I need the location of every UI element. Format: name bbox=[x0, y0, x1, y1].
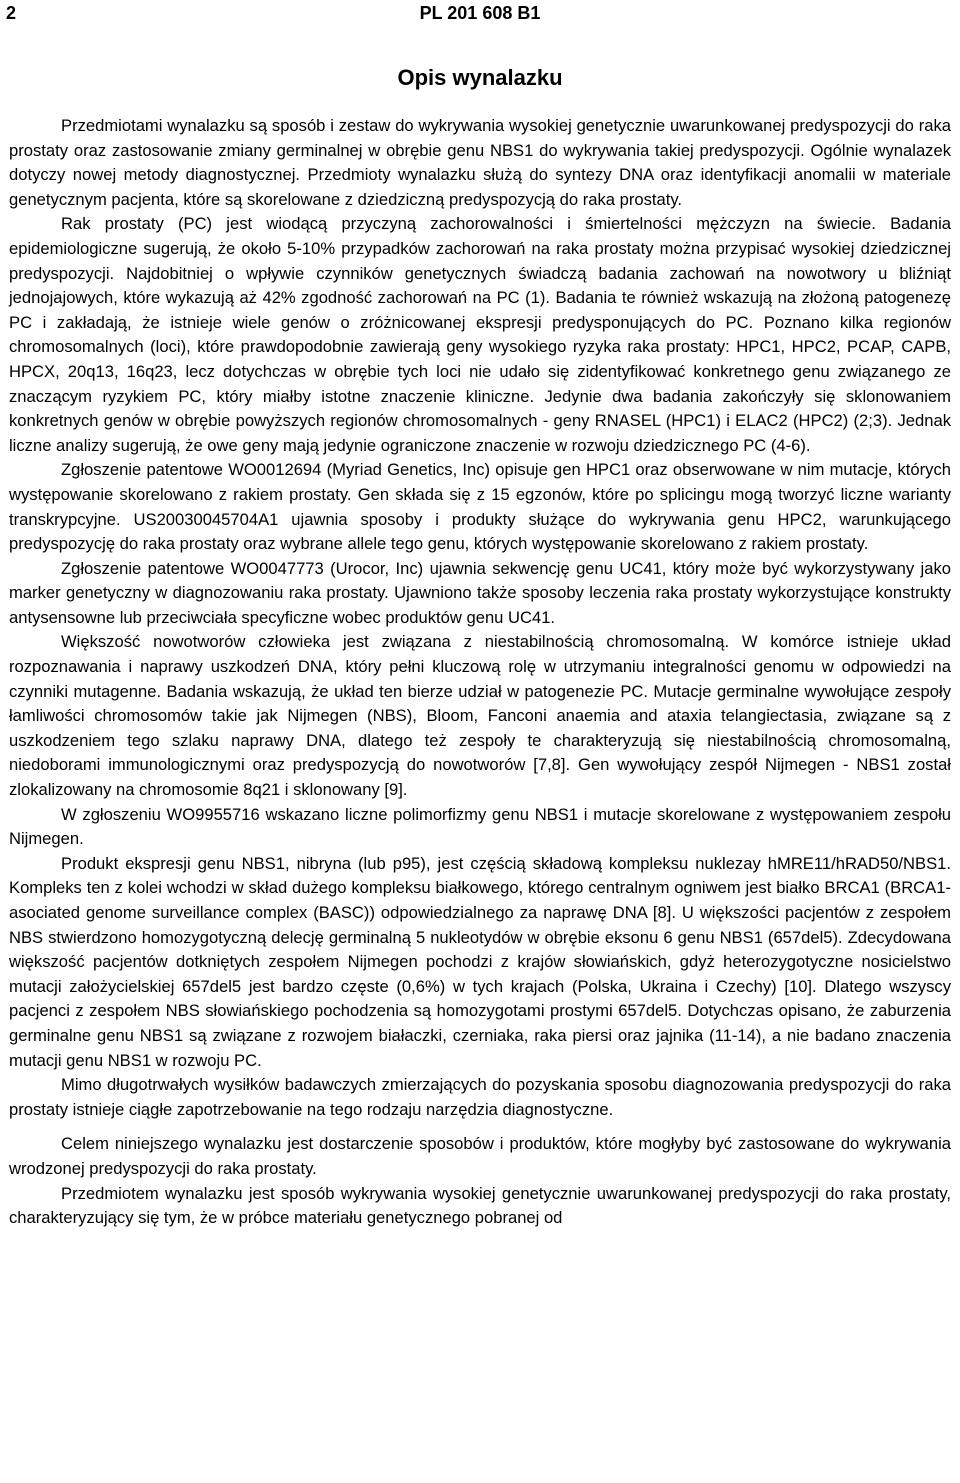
paragraph: Zgłoszenie patentowe WO0047773 (Urocor, Inc) ujawnia sekwencję genu UC41, który może być wykorzystywany jako marker genetyczny w diagnozowaniu raka prostaty. Ujawniono także sposoby leczenia raka prostaty wykorzystujące konstrukty antysensowne lub przeciwciała specyficzne wobec produktów genu UC41. bbox=[9, 558, 951, 627]
document-id: PL 201 608 B1 bbox=[419, 3, 541, 23]
paragraph: Zgłoszenie patentowe WO0012694 (Myriad Genetics, Inc) opisuje gen HPC1 oraz obserwowane w nim mutacje, których występowanie skorelowano z rakiem prostaty. Gen składa się z 15 egzonów, które po splicingu mogą tworzyć liczne warianty transkrypcyjne. US20030045704A1 ujawnia sposoby i produkty służące do wykrywania genu HPC2, warunkującego predyspozycję do raka prostaty oraz wybrane allele tego genu, których występowanie skorelowano z rakiem prostaty. bbox=[9, 460, 951, 554]
section-title: Opis wynalazku bbox=[397, 65, 563, 90]
paragraph: Większość nowotworów człowieka jest związana z niestabilnością chromosomalną. W komórce istnieje układ rozpoznawania i naprawy uszkodzeń DNA, który pełni kluczową rolę w utrzymaniu integralności genomu w odpowiedzi na czynniki mutagenne. Badania wskazują, że układ ten bierze udział w patogenezie PC. Mutacje germinalne wywołujące zespoły łamliwości chromosomów takie jak Nijmegen (NBS), Bloom, Fanconi anaemia and ataxia telangiectasia, związane są z uszkodzeniem tego szlaku naprawy DNA, dlatego też zespoły te charakteryzują się niestabilnością chromosomalną, niedoborami immunologicznymi oraz predyspozycją do nowotworów [7,8]. Gen wywołujący zespół Nijmegen - NBS1 został zlokalizowany na chromosomie 8q21 i sklonowany [9]. bbox=[9, 632, 951, 800]
paragraph: Rak prostaty (PC) jest wiodącą przyczyną zachorowalności i śmiertelności mężczyzn na świecie. Badania epidemiologiczne sugerują, że około 5-10% przypadków zachorowań na raka prostaty można przypisać wysokiej dziedzicznej predyspozycji. Najdobitniej o wpływie czynników genetycznych świadczą badania zachowań na nowotwory u bliźniąt jednojajowych, które wykazują aż 42% zgodność zachorowań na PC (1). Badania te również wskazują na złożoną patogenezę PC i zakładają, że istnieje wiele genów o zróżnicowanej ekspresji predysponujących do PC. Poznano kilka regionów chromosomalnych (loci), które prawdopodobnie zawierają geny wysokiego ryzyka raka prostaty: HPC1, HPC2, PCAP, CAPB, HPCX, 20q13, 16q23, lecz dotychczas w obrębie tych loci nie udało się zidentyfikować konkretnego genu związanego ze znaczącym ryzykiem PC, który miałby istotne znaczenie kliniczne. Jedynie dwa badania zakończyły się sklonowaniem konkretnych genów w obrębie powyższych regionów chromosomalnych - geny RNASEL (HPC1) i ELAC2 (HPC2) (2;3). Jednak liczne analizy sugerują, że owe geny mają jedynie ograniczone znaczenie w rozwoju dziedzicznego PC (4-6). bbox=[9, 214, 951, 455]
paragraph: Mimo długotrwałych wysiłków badawczych zmierzających do pozyskania sposobu diagnozowania predyspozycji do raka prostaty istnieje ciągłe zapotrzebowanie na tego rodzaju narzędzia diagnostyczne. bbox=[9, 1075, 951, 1119]
document-body bbox=[9, 114, 951, 1231]
paragraph: Produkt ekspresji genu NBS1, nibryna (lub p95), jest częścią składową kompleksu nuklezay hMRE11/hRAD50/NBS1. Kompleks ten z kolei wchodzi w skład dużego kompleksu białkowego, którego centralnym ogniwem jest białko BRCA1 (BRCA1-asociated genome surveillance complex (BASC)) odpowiedzialnego za naprawę DNA [8]. U większości pacjentów z zespołem NBS stwierdzono homozygotyczną delecję germinalną 5 nukleotydów w obrębie eksonu 6 genu NBS1 (657del5). Zdecydowana większość pacjentów dotkniętych zespołem Nijmegen pochodzi z krajów słowiańskich, gdyż heterozygotyczne nosicielstwo mutacji założycielskiej 657del5 jest bardzo częste (0,6%) w tych krajach (Polska, Ukraina i Czechy) [10]. Dlatego wszyscy pacjenci z zespołem NBS słowiańskiego pochodzenia są homozygotami prostymi 657del5. Dotychczas opisano, że zaburzenia germinalne genu NBS1 są związane z rozwojem białaczki, czerniaka, raka piersi oraz jajnika (11-14), a nie badano znaczenia mutacji genu NBS1 w rozwoju PC. bbox=[9, 853, 951, 1070]
paragraph: Przedmiotem wynalazku jest sposób wykrywania wysokiej genetycznie uwarunkowanej predyspozycji do raka prostaty, charakteryzujący się tym, że w próbce materiału genetycznego pobranej od bbox=[9, 1183, 951, 1228]
paragraph: Przedmiotami wynalazku są sposób i zestaw do wykrywania wysokiej genetycznie uwarunkowanej predyspozycji do raka prostaty oraz zastosowanie zmiany germinalnej w obrębie genu NBS1 do wykrywania takiej predyspozycji. Ogólnie wynalazek dotyczy nowej metody diagnostycznej. Przedmioty wynalazku służą do syntezy DNA oraz identyfikacji anomalii w materiale genetycznym pacjenta, które są skorelowane z dziedziczną predyspozycją do raka prostaty. bbox=[9, 116, 951, 209]
page-number: 2 bbox=[6, 3, 17, 23]
page-header bbox=[6, 2, 954, 28]
paragraph: Celem niniejszego wynalazku jest dostarczenie sposobów i produktów, które mogłyby być zastosowane do wykrywania wrodzonej predyspozycji do raka prostaty. bbox=[9, 1134, 951, 1178]
paragraph: W zgłoszeniu WO9955716 wskazano liczne polimorfizmy genu NBS1 i mutacje skorelowane z występowaniem zespołu Nijmegen. bbox=[9, 804, 951, 849]
